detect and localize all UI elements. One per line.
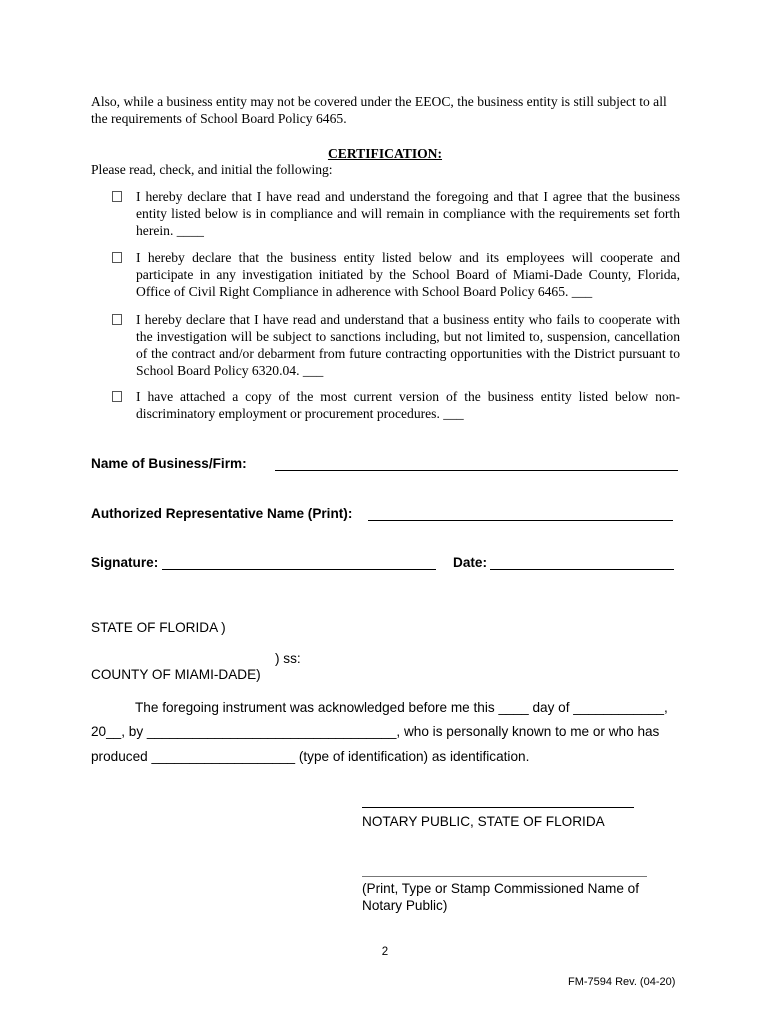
certification-item-1: [112, 188, 680, 239]
authorized-rep-line[interactable]: [368, 520, 673, 521]
certification-item-3-text: I hereby declare that I have read and understand that a business entity who fails to cooperate with the investigation will be subject to sanctions including, but not limited to, suspension, cancellation of the contract and/or debarment from future contracting opportunities with the District pursuant to School Board Policy 6320.04. ___: [136, 312, 680, 378]
acknowledgment-line-1: The foregoing instrument was acknowledged before me this ____ day of ____________,: [135, 700, 668, 715]
authorized-rep-label: Authorized Representative Name (Print):: [91, 506, 353, 521]
signature-label: Signature:: [91, 555, 159, 570]
acknowledgment-line-2: 20__, by _________________________________, who is personally known to me or who has: [91, 724, 660, 739]
certification-item-2-text: I hereby declare that the business entity listed below and its employees will cooperate and participate in any investigation initiated by the School Board of Miami-Dade County, Florida, Office of Civil Right Compliance in adherence with School Board Policy 6465. ___: [136, 250, 680, 299]
checkbox-2[interactable]: [112, 252, 122, 263]
signature-line[interactable]: [162, 569, 436, 570]
ss-label: ) ss:: [275, 651, 301, 666]
notary-public-label: NOTARY PUBLIC, STATE OF FLORIDA: [362, 814, 605, 829]
notary-name-line[interactable]: [362, 876, 647, 877]
county-label: COUNTY OF MIAMI-DADE): [91, 667, 261, 682]
date-line[interactable]: [490, 569, 674, 570]
checkbox-3[interactable]: [112, 314, 122, 325]
checkbox-1[interactable]: [112, 191, 122, 202]
notary-signature-line[interactable]: [362, 807, 634, 808]
certification-item-4: [112, 388, 680, 422]
business-name-label: Name of Business/Firm:: [91, 456, 247, 471]
certification-item-4-text: I have attached a copy of the most current version of the business entity listed below non-discriminatory employment or procurement procedures. ___: [136, 389, 680, 421]
form-number: FM-7594 Rev. (04-20): [568, 976, 676, 988]
date-label: Date:: [453, 555, 487, 570]
business-name-line[interactable]: [275, 470, 678, 471]
checkbox-4[interactable]: [112, 391, 122, 402]
page-number: 2: [381, 946, 389, 958]
certification-instruction: Please read, check, and initial the following:: [91, 162, 333, 177]
intro-paragraph: Also, while a business entity may not be covered under the EEOC, the business entity is still subject to all the requirements of School Board Policy 6465.: [91, 94, 667, 126]
certification-item-2: [112, 249, 680, 300]
state-label: STATE OF FLORIDA ): [91, 620, 226, 635]
notary-print-name-label: (Print, Type or Stamp Commissioned Name of Notary Public): [362, 881, 640, 913]
acknowledgment-line-3: produced ___________________ (type of identification) as identification.: [91, 749, 530, 764]
certification-item-1-text: I hereby declare that I have read and understand the foregoing and that I agree that the business entity listed below is in compliance and will remain in compliance with the requirements set forth herein. ____: [136, 189, 680, 238]
certification-heading: [0, 145, 770, 162]
certification-item-3: [112, 311, 680, 379]
certification-title: CERTIFICATION:: [327, 146, 443, 161]
